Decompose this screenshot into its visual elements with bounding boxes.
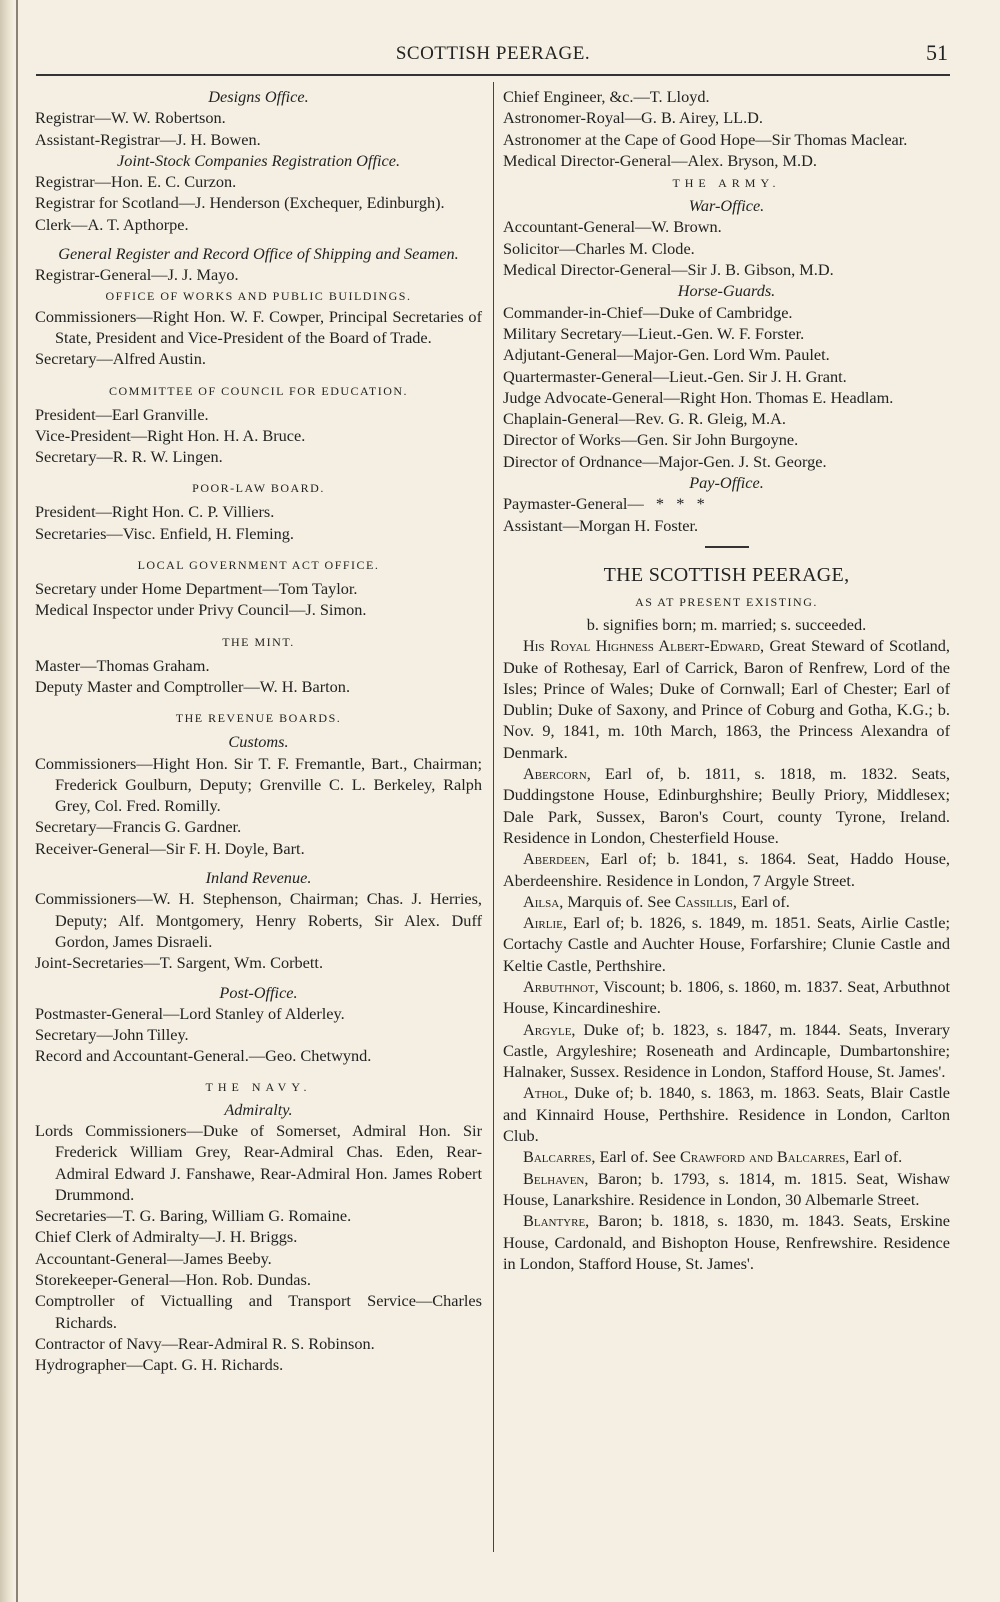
entry: Accountant-General—James Beeby.: [35, 1248, 272, 1268]
peer-entry: [503, 848, 950, 891]
entry: Joint-Secretaries—T. Sargent, Wm. Corbett.: [35, 953, 324, 973]
peer-details: Earl of.: [741, 891, 790, 911]
peer-details: Great Steward of Scotland, Duke of Rothesay, Earl of Carrick, Baron of Renfrew, Lord of the Isles; Prince of Wales; Duke of Cornwall; Earl of Chester; Earl of Dublin; Duke of Saxony, and Prince of Coburg and Gotha, K.G.; b. Nov. 9, 1841, m. 10th March, 1863, the Princess Alexandra of Denmark.: [503, 636, 950, 762]
peer-name: Argyle,: [523, 1019, 576, 1039]
right-column: [503, 86, 950, 1274]
peer-details: Earl of, b. 1811, s. 1818, m. 1832. Seats, Duddingstone House, Edinburghshire; Beully Priory, Middlesex; Dale Park, Sussex, Baron's Court, county Tyrone, Ireland. Residence in London, Chesterfield House.: [503, 764, 950, 847]
entry: Registrar—Hon. E. C. Curzon.: [35, 172, 237, 192]
peer-entry: [503, 891, 950, 912]
peer-entry: [503, 635, 950, 763]
section-heading: Joint-Stock Companies Registration Office.: [116, 150, 401, 170]
page-number: 51: [926, 40, 948, 65]
binding-line: [16, 0, 18, 1602]
entry: Secretary—Francis G. Gardner.: [35, 817, 242, 837]
entry: Secretaries—Visc. Enfield, H. Fleming.: [35, 523, 295, 543]
peer-details: Baron; b. 1793, s. 1814, m. 1815. Seat, Wishaw House, Lanarkshire. Residence in London, 30 Albemarle Street.: [503, 1168, 950, 1209]
entry: Commander-in-Chief—Duke of Cambridge.: [503, 302, 793, 322]
section-divider: [705, 546, 749, 548]
entry: Secretary—Alfred Austin.: [35, 349, 206, 369]
column-rule: [493, 82, 494, 1552]
entry: Storekeeper-General—Hon. Rob. Dundas.: [35, 1270, 311, 1290]
peer-name: Airlie,: [523, 913, 567, 933]
peer-name: Ailsa,: [523, 891, 564, 911]
section-heading: COMMITTEE OF COUNCIL FOR EDUCATION.: [108, 383, 409, 398]
entry: Receiver-General—Sir F. H. Doyle, Bart.: [35, 838, 305, 858]
peer-entry: [503, 1168, 950, 1211]
section-heading: THE REVENUE BOARDS.: [175, 711, 342, 726]
entry: President—Right Hon. C. P. Villiers.: [35, 502, 275, 522]
peer-name: His Royal Highness Albert-Edward,: [523, 636, 765, 656]
entry: Quartermaster-General—Lieut.-Gen. Sir J. H. Grant.: [503, 366, 847, 386]
peer-entry: [503, 1082, 950, 1146]
peerage-subtitle: AS AT PRESENT EXISTING.: [635, 594, 818, 609]
section-heading: General Register and Record Office of Shipping and Seamen.: [58, 244, 459, 264]
section-heading: LOCAL GOVERNMENT ACT OFFICE.: [137, 558, 380, 573]
entry: Medical Inspector under Privy Council—J. Simon.: [35, 600, 367, 620]
peer-details: Duke of; b. 1823, s. 1847, m. 1844. Seats, Inverary Castle, Argyleshire; Roseneath and Ardincaple, Dumbartonshire; Halnaker, Sussex. Residence in London, Stafford House, St. James'.: [503, 1019, 951, 1082]
entry: Secretary—John Tilley.: [35, 1025, 189, 1045]
peer-details: Baron; b. 1818, s. 1830, m. 1843. Seats, Erskine House, Cardonald, and Bishopton House, Renfrewshire. Residence in London, Stafford House, St. James'.: [503, 1211, 950, 1273]
entry: Military Secretary—Lieut.-Gen. W. F. Forster.: [503, 323, 805, 343]
peer-details: Marquis of. See: [567, 891, 671, 911]
entry: Clerk—A. T. Apthorpe.: [35, 214, 189, 234]
section-subheading: Customs.: [228, 732, 289, 752]
entry: Secretaries—T. G. Baring, William G. Romaine.: [35, 1206, 352, 1226]
entry: Medical Director-General—Alex. Bryson, M.D.: [503, 150, 817, 170]
entry: Assistant—Morgan H. Foster.: [503, 515, 699, 535]
entry: Registrar for Scotland—J. Henderson (Exchequer, Edinburgh).: [35, 193, 445, 213]
cross-reference: Cassillis,: [674, 891, 737, 911]
entry: Hydrographer—Capt. G. H. Richards.: [35, 1355, 284, 1375]
entry: Medical Director-General—Sir J. B. Gibson, M.D.: [503, 260, 834, 280]
peer-entry: [503, 1210, 950, 1274]
entry: Secretary under Home Department—Tom Taylor.: [35, 579, 358, 599]
entry: Assistant-Registrar—J. H. Bowen.: [35, 129, 261, 149]
abbreviations-note: b. signifies born; m. married; s. succeeded.: [586, 614, 867, 634]
peer-details: Viscount; b. 1806, s. 1860, m. 1837. Seat, Arbuthnot House, Kincardineshire.: [503, 976, 950, 1018]
page-edge: [0, 0, 14, 1602]
entry: Solicitor—Charles M. Clode.: [503, 238, 695, 258]
entry: Vice-President—Right Hon. H. A. Bruce.: [35, 425, 306, 445]
peer-details: Earl of; b. 1841, s. 1864. Seat, Haddo House, Aberdeenshire. Residence in London, 7 Argyle Street.: [503, 849, 951, 890]
peer-name: Abercorn,: [523, 764, 591, 784]
entry: Judge Advocate-General—Right Hon. Thomas E. Headlam.: [503, 387, 894, 407]
peerage-title: THE SCOTTISH PEERAGE,: [603, 563, 850, 586]
section-heading: POOR-LAW BOARD.: [192, 481, 325, 496]
entry: Registrar—W. W. Robertson.: [35, 108, 226, 128]
entry: Adjutant-General—Major-Gen. Lord Wm. Paulet.: [503, 345, 830, 365]
section-subheading: Horse-Guards.: [677, 281, 776, 301]
section-heading: Designs Office.: [208, 87, 309, 106]
page-header: [36, 40, 950, 76]
entry: Chief Clerk of Admiralty—J. H. Briggs.: [35, 1227, 298, 1247]
entry: Director of Ordnance—Major-Gen. J. St. George.: [503, 451, 827, 471]
entry: Comptroller of Victualling and Transport Service—Charles Richards.: [35, 1291, 482, 1332]
peer-entry: [503, 763, 950, 848]
entry: Commissioners—W. H. Stephenson, Chairman; Chas. J. Herries, Deputy; Alf. Montgomery, Henry Roberts, Sir Alex. Duff Gordon, James Disraeli.: [35, 889, 482, 951]
peer-name: Blantyre,: [523, 1211, 590, 1231]
entry: Commissioners—Right Hon. W. F. Cowper, Principal Secretaries of State, President and Vice-President of the Board of Trade.: [35, 306, 482, 347]
entry: Record and Accountant-General.—Geo. Chetwynd.: [35, 1046, 372, 1066]
peer-details: Earl of. See: [599, 1147, 676, 1167]
peer-name: Athol,: [523, 1083, 569, 1103]
peer-name: Belhaven,: [523, 1168, 589, 1188]
entry: Master—Thomas Graham.: [35, 655, 210, 675]
peer-name: Arbuthnot,: [523, 976, 599, 996]
entry: Director of Works—Gen. Sir John Burgoyne.: [503, 430, 799, 450]
section-subheading: Pay-Office.: [689, 473, 764, 493]
entry: Secretary—R. R. W. Lingen.: [35, 447, 223, 467]
entry: Commissioners—Hight Hon. Sir T. F. Fremantle, Bart., Chairman; Frederick Goulburn, Deputy; Grenville C. L. Berkeley, Ralph Grey, Col. Fred. Romilly.: [35, 753, 482, 816]
peer-entry: [503, 976, 950, 1019]
section-subheading: War-Office.: [688, 196, 765, 216]
entry: President—Earl Granville.: [35, 404, 209, 424]
entry: Chaplain-General—Rev. G. R. Gleig, M.A.: [503, 409, 786, 429]
entry: Lords Commissioners—Duke of Somerset, Admiral Hon. Sir Frederick William Grey, Rear-Admiral Chas. Eden, Rear-Admiral Edward J. Fanshawe, Rear-Admiral Hon. James Robert Drummond.: [35, 1120, 482, 1204]
peer-entry: [503, 912, 950, 976]
peer-details: Earl of.: [853, 1147, 903, 1167]
section-subheading: Admiralty.: [224, 1099, 293, 1119]
left-column: [35, 86, 482, 1376]
section-subheading: Inland Revenue.: [205, 868, 312, 888]
entry: Accountant-General—W. Brown.: [503, 217, 722, 237]
entry: Postmaster-General—Lord Stanley of Alderley.: [35, 1003, 345, 1023]
section-heading: THE MINT.: [222, 634, 295, 649]
peer-name: Aberdeen,: [523, 849, 590, 869]
peer-details: Duke of; b. 1840, s. 1863, m. 1863. Seats, Blair Castle and Kinnaird House, Perthshire. Residence in London, Carlton Club.: [503, 1083, 950, 1146]
running-title: SCOTTISH PEERAGE.: [395, 43, 591, 64]
entry: Paymaster-General— * * *: [503, 494, 705, 514]
entry: Deputy Master and Comptroller—W. H. Barton.: [35, 676, 351, 696]
peer-entry: [503, 1146, 950, 1167]
entry: Contractor of Navy—Rear-Admiral R. S. Robinson.: [35, 1333, 375, 1353]
peer-details: Earl of; b. 1826, s. 1849, m. 1851. Seats, Airlie Castle; Cortachy Castle and Auchter House, Forfarshire; Clunie Castle and Keltie Castle, Perthshire.: [503, 913, 950, 975]
entry: Astronomer-Royal—G. B. Airey, LL.D.: [503, 108, 763, 128]
section-heading: THE NAVY.: [205, 1079, 312, 1094]
peer-entry: [503, 1019, 950, 1083]
entry: Chief Engineer, &c.—T. Lloyd.: [503, 87, 710, 106]
section-subheading: Post-Office.: [219, 982, 298, 1002]
entry: Registrar-General—J. J. Mayo.: [35, 265, 239, 285]
peer-name: Balcarres,: [523, 1147, 596, 1167]
cross-reference: Crawford and Balcarres,: [679, 1147, 850, 1167]
section-heading: OFFICE OF WORKS AND PUBLIC BUILDINGS.: [105, 288, 412, 303]
section-heading: THE ARMY.: [672, 176, 781, 191]
entry: Astronomer at the Cape of Good Hope—Sir Thomas Maclear.: [503, 129, 908, 149]
